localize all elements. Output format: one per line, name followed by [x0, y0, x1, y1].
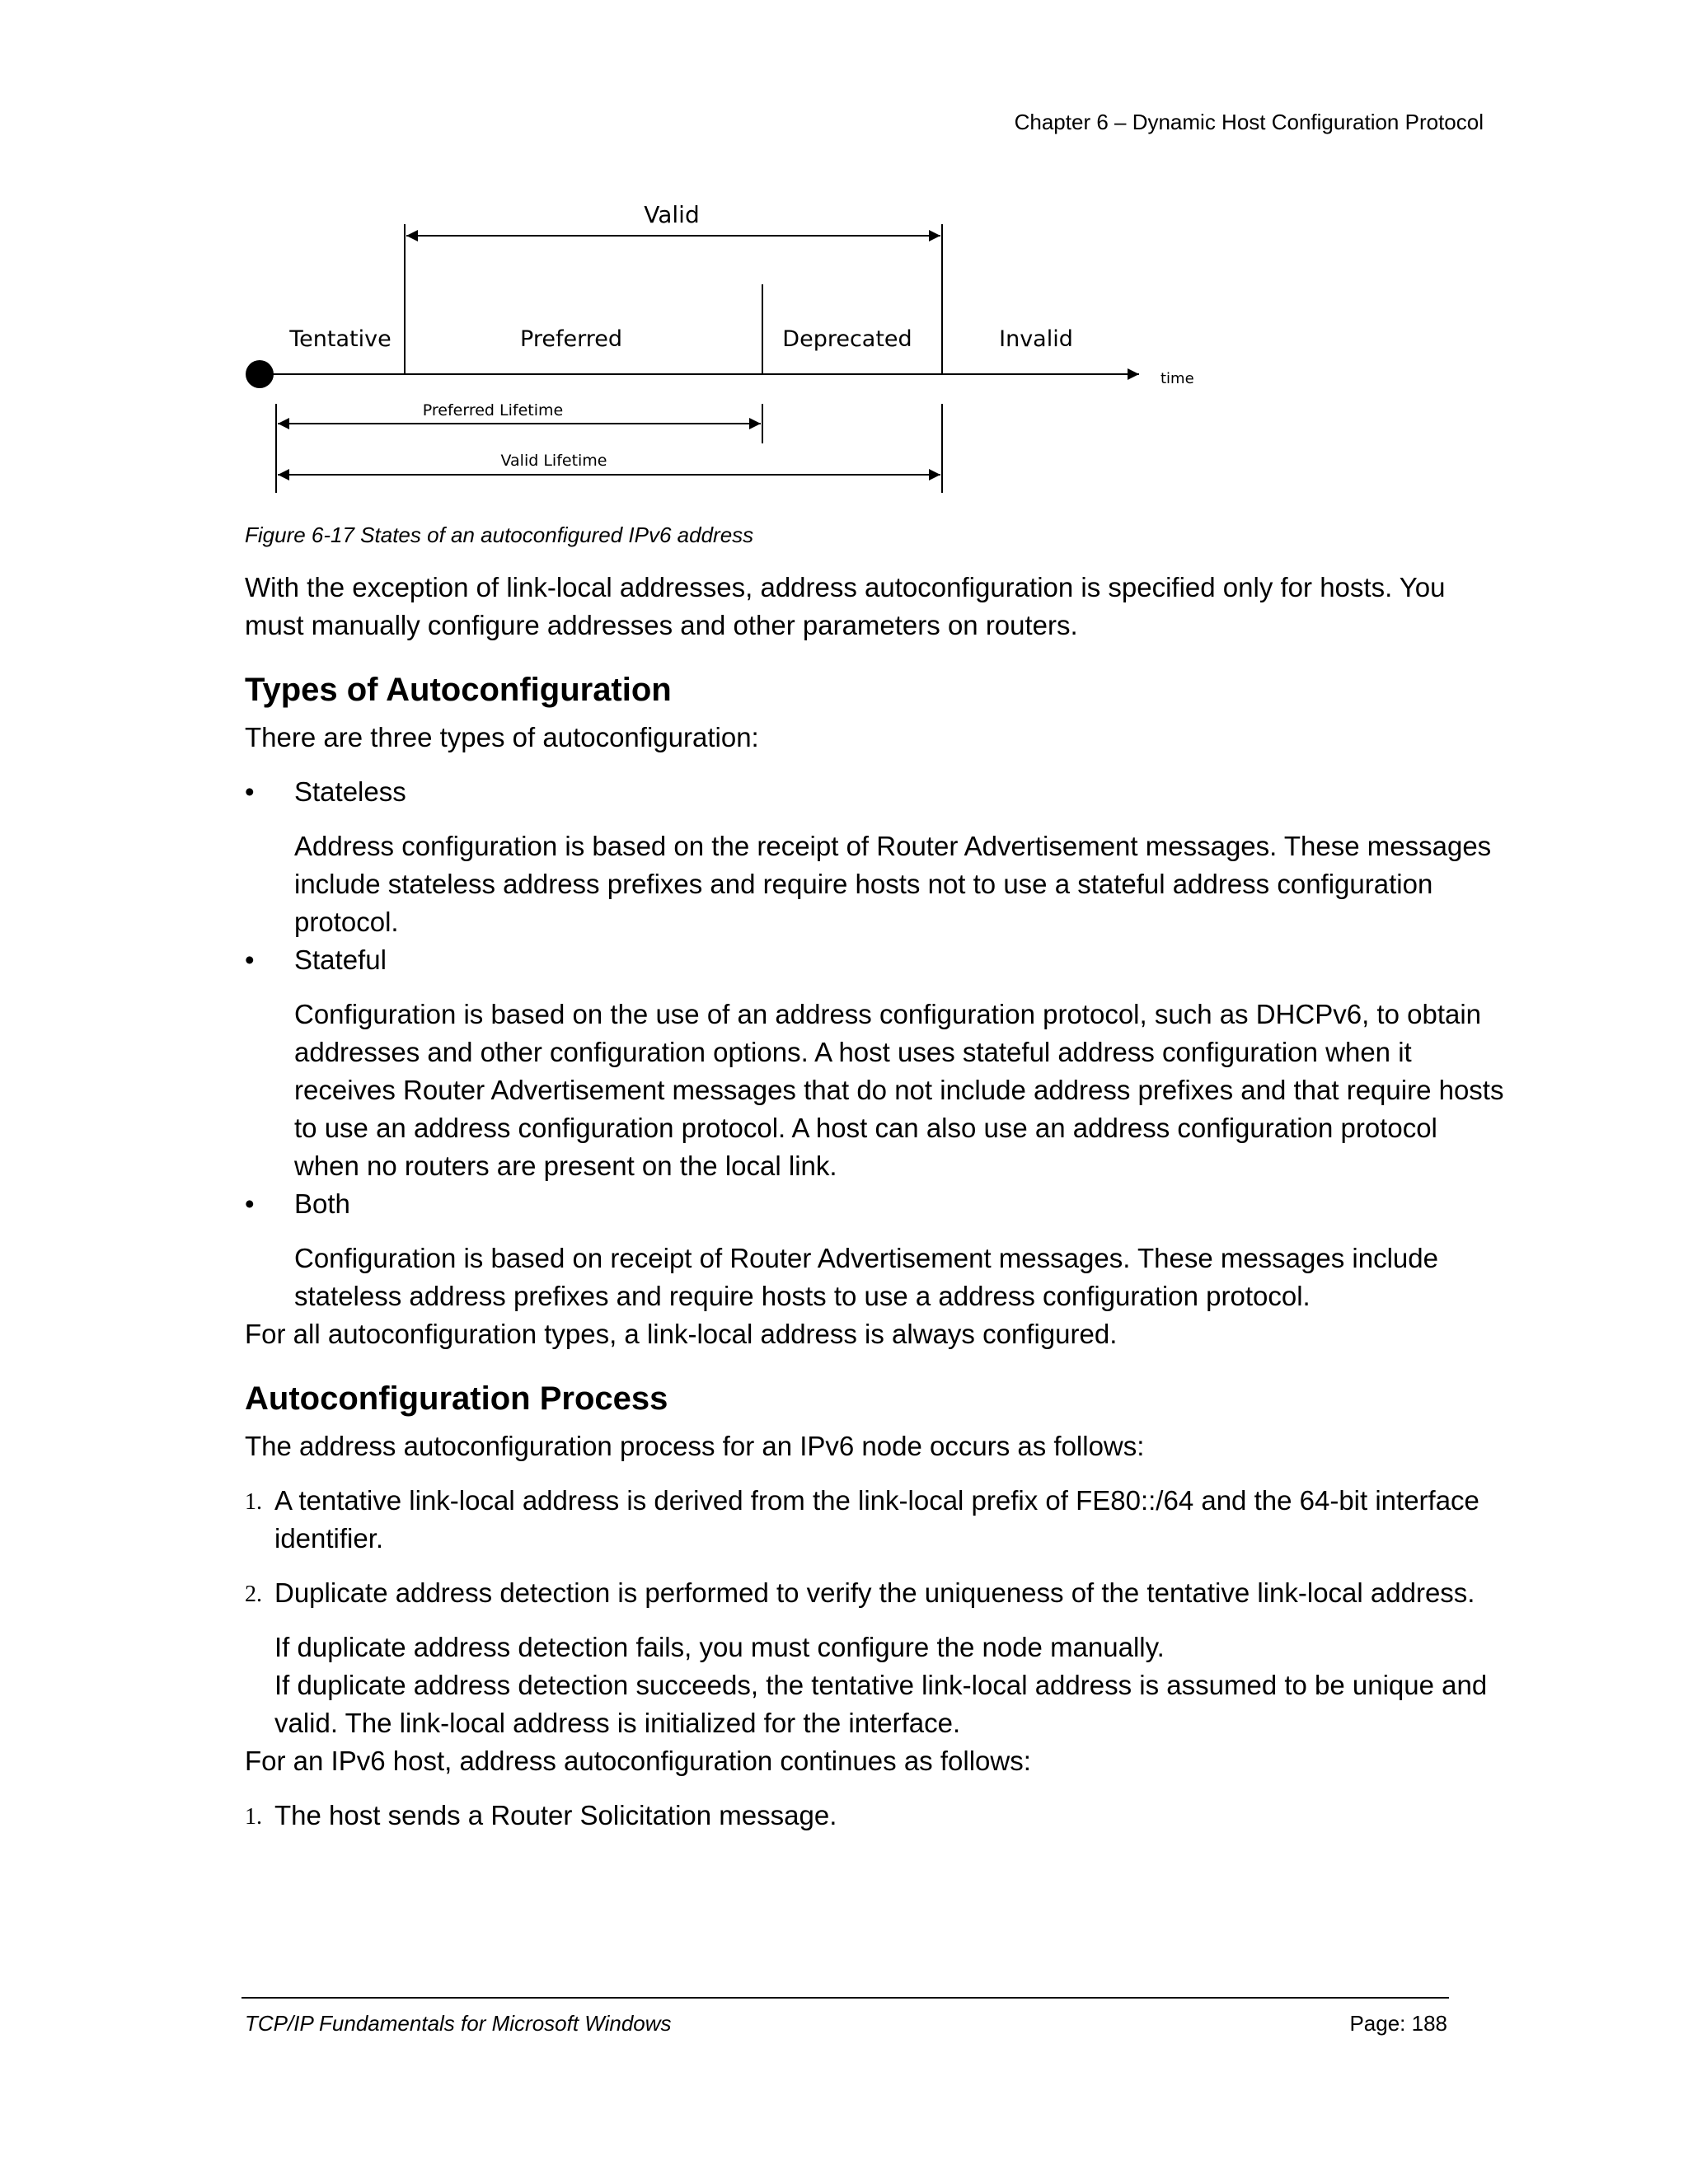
- bullet-title: Stateless: [294, 776, 406, 807]
- types-lead: There are three types of autoconfiguration:: [245, 722, 759, 752]
- bullet-icon: •: [245, 776, 255, 807]
- step-text: A tentative link-local address is derived from the link-local prefix of FE80::/64 and the 64-bit interface identifier.: [274, 1485, 1479, 1554]
- bullet-description: Address configuration is based on the receipt of Router Advertisement messages. These messages include stateless address prefixes and require hosts not to use a stateful address configuration protocol.: [294, 831, 1492, 937]
- host-lead: For an IPv6 host, address autoconfiguration continues as follows:: [245, 1746, 1031, 1776]
- label-valid: Valid: [644, 201, 700, 228]
- label-tentative: Tentative: [289, 326, 392, 352]
- bullet-description: Configuration is based on the use of an address configuration protocol, such as DHCPv6, to obtain addresses and other configuration options. A host uses stateful address configuration when it receives Router Advertisement messages that do not include address prefixes and that require hosts to use an address configuration protocol. A host can also use an address configuration protocol when no routers are present on the local link.: [294, 999, 1504, 1181]
- step2-fail-note: If duplicate address detection fails, you must configure the node manually.: [274, 1632, 1165, 1662]
- label-preferred-lifetime: Preferred Lifetime: [422, 401, 564, 419]
- label-preferred: Preferred: [520, 326, 622, 352]
- footer-divider: [241, 1997, 1449, 1999]
- bullet-title: Stateful: [294, 944, 387, 975]
- footer-page-number: Page: 188: [1349, 2011, 1447, 2036]
- bullet-title: Both: [294, 1188, 350, 1219]
- label-valid-lifetime: Valid Lifetime: [500, 452, 607, 470]
- step-number: 1.: [245, 1489, 262, 1515]
- types-closing: For all autoconfiguration types, a link-local address is always configured.: [245, 1319, 1118, 1349]
- address-states-diagram: [0, 0, 1688, 527]
- numbered-step: [245, 1574, 1506, 1612]
- label-invalid: Invalid: [999, 326, 1073, 352]
- intro-paragraph: With the exception of link-local addresses, address autoconfiguration is specified only for hosts. You must manually configure addresses and other parameters on routers.: [245, 572, 1446, 640]
- step-text: The host sends a Router Solicitation message.: [274, 1800, 837, 1830]
- chapter-header: Chapter 6 – Dynamic Host Configuration Protocol: [1014, 110, 1484, 134]
- numbered-step: [245, 1797, 1506, 1835]
- start-point: [246, 360, 274, 388]
- figure-caption: Figure 6-17 States of an autoconfigured IPv6 address: [245, 523, 754, 547]
- bullet-item: [245, 1185, 1506, 1223]
- bullet-item: [245, 773, 1506, 811]
- numbered-step: [245, 1482, 1506, 1558]
- label-deprecated: Deprecated: [782, 326, 912, 352]
- bullet-description: Configuration is based on receipt of Router Advertisement messages. These messages include stateless address prefixes and require hosts to use a address configuration protocol.: [294, 1243, 1438, 1311]
- step-number: 1.: [245, 1804, 262, 1830]
- step-text: Duplicate address detection is performed to verify the uniqueness of the tentative link-local address.: [274, 1577, 1475, 1608]
- section-heading-process: Autoconfiguration Process: [245, 1380, 668, 1417]
- bullet-icon: •: [245, 1188, 255, 1219]
- section-heading-types: Types of Autoconfiguration: [245, 672, 672, 708]
- bullet-icon: •: [245, 944, 255, 975]
- footer-book-title: TCP/IP Fundamentals for Microsoft Windows: [245, 2011, 672, 2036]
- step-number: 2.: [245, 1582, 262, 1607]
- label-time: time: [1160, 370, 1194, 387]
- page-body: [245, 569, 1506, 1851]
- bullet-item: [245, 941, 1506, 979]
- process-lead: The address autoconfiguration process for an IPv6 node occurs as follows:: [245, 1431, 1145, 1461]
- step2-success-note: If duplicate address detection succeeds, the tentative link-local address is assumed to be unique and valid. The link-local address is initialized for the interface.: [274, 1670, 1488, 1738]
